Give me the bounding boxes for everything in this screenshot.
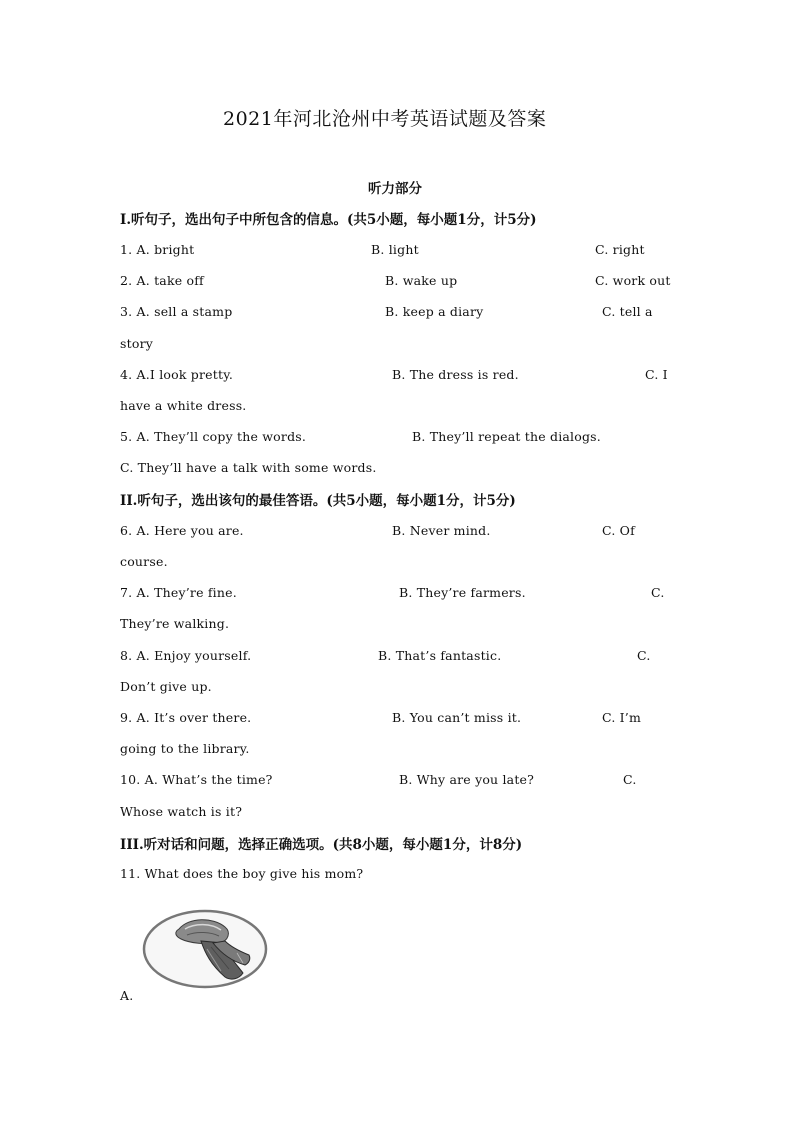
page-title: 2021年河北沧州中考英语试题及答案 xyxy=(223,108,547,130)
q2-option-a: 2. A. take off xyxy=(120,273,204,288)
q7-continuation: They’re walking. xyxy=(120,616,230,631)
q10-continuation: Whose watch is it? xyxy=(120,804,243,819)
section2-heading: II.听句子，选出该句的最佳答语。(共5小题，每小题1分，计5分) xyxy=(120,493,516,509)
q4-option-a: 4. A.I look pretty. xyxy=(120,367,234,382)
q8-option-b: B. That’s fantastic. xyxy=(378,648,502,663)
q7-option-b: B. They’re farmers. xyxy=(399,585,526,600)
listening-heading: 听力部分 xyxy=(368,181,422,197)
q11-option-a: A. xyxy=(120,988,134,1003)
q2-option-b: B. wake up xyxy=(385,273,458,288)
q5-option-b: B. They’ll repeat the dialogs. xyxy=(412,429,601,444)
q5-option-a: 5. A. They’ll copy the words. xyxy=(120,429,307,444)
q10-option-a: 10. A. What’s the time? xyxy=(120,772,273,787)
q4-option-c: C. I xyxy=(645,367,668,382)
q9-option-a: 9. A. It’s over there. xyxy=(120,710,252,725)
q6-continuation: course. xyxy=(120,554,168,569)
q6-option-a: 6. A. Here you are. xyxy=(120,523,244,538)
q3-option-b: B. keep a diary xyxy=(385,304,484,319)
q1-option-c: C. right xyxy=(595,242,645,257)
q3-continuation: story xyxy=(120,336,154,351)
q4-continuation: have a white dress. xyxy=(120,398,247,413)
q1-option-a: 1. A. bright xyxy=(120,242,195,257)
q7-option-c: C. xyxy=(651,585,665,600)
q9-option-b: B. You can’t miss it. xyxy=(392,710,522,725)
q7-option-a: 7. A. They’re fine. xyxy=(120,585,237,600)
q3-option-c: C. tell a xyxy=(602,304,653,319)
q6-option-b: B. Never mind. xyxy=(392,523,491,538)
q10-option-b: B. Why are you late? xyxy=(399,772,535,787)
q9-continuation: going to the library. xyxy=(120,741,250,756)
section1-heading: I.听句子，选出句子中所包含的信息。(共5小题，每小题1分，计5分) xyxy=(120,212,537,228)
q8-continuation: Don’t give up. xyxy=(120,679,212,694)
q1-option-b: B. light xyxy=(371,242,419,257)
q9-option-c: C. I’m xyxy=(602,710,642,725)
q5-continuation: C. They’ll have a talk with some words. xyxy=(120,460,377,475)
scarf-picture-icon xyxy=(141,905,269,991)
section3-heading: III.听对话和问题，选择正确选项。(共8小题，每小题1分，计8分) xyxy=(120,837,523,853)
q3-option-a: 3. A. sell a stamp xyxy=(120,304,233,319)
q8-option-c: C. xyxy=(637,648,651,663)
q2-option-c: C. work out xyxy=(595,273,671,288)
q11-question: 11. What does the boy give his mom? xyxy=(120,866,364,881)
q4-option-b: B. The dress is red. xyxy=(392,367,519,382)
q6-option-c: C. Of xyxy=(602,523,635,538)
q10-option-c: C. xyxy=(623,772,637,787)
q8-option-a: 8. A. Enjoy yourself. xyxy=(120,648,252,663)
